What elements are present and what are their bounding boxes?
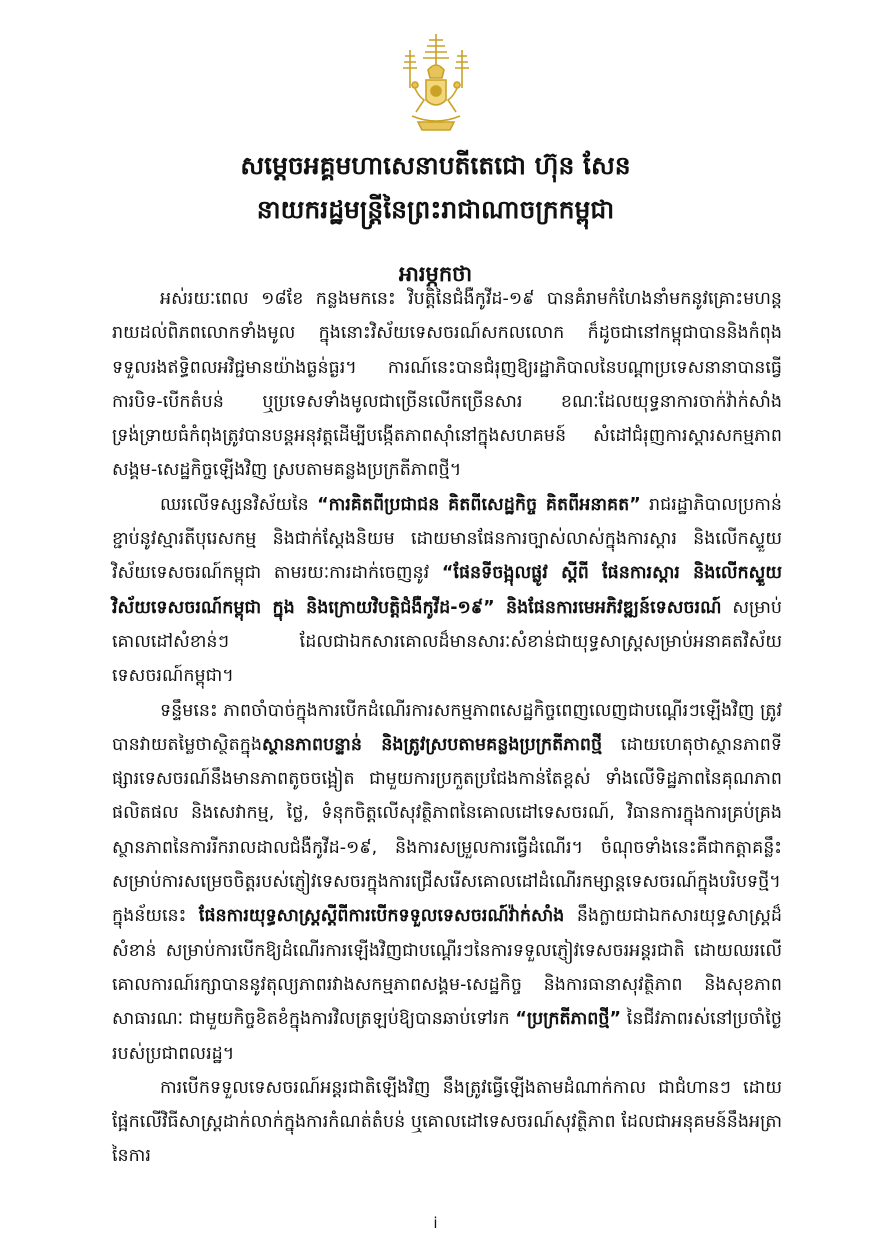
paragraph-3-bold-strategy: ផែនការយុទ្ធសាស្ត្រស្ដីពីការបើកទទួលទេសចរណ៍វ៉ាក់សាំង	[198, 906, 565, 927]
paragraph-2-bold-roadmap: “ផែនទីចង្អុលផ្លូវ ស្ដីពី ផែនការស្ដារ និងលើកស្ទួយវិស័យទេសចរណ៍កម្ពុជា ក្នុង និងក្រោយវិបត្តិជំងឺកូវីដ-១៩” និងផែនការមេអភិវឌ្ឍន៍ទេសចរណ៍	[112, 563, 782, 618]
paragraph-3-bold-new-normal: “ប្រក្រតីភាពថ្មី”	[515, 1009, 621, 1030]
paragraph-3-bold-urgent: ស្ថានភាពបន្ទាន់ និងត្រូវស្របតាមគន្លងប្រក្រតីភាពថ្មី	[261, 734, 603, 755]
cambodia-royal-arms-icon	[398, 30, 474, 134]
paragraph-3-text-c: ដោយហេតុថាស្ថានភាពទីផ្សារទេសចរណ៍នឹងមានភាពតូចចង្អៀត ជាមួយការប្រកួតប្រជែងកាន់តែខ្ពស់ ទាំងលើទិដ្ឋភាពនៃគុណភាពផលិតផល និងសេវាកម្ម, ថ្លៃ, ទំនុកចិត្តលើសុវត្ថិភាពនៃគោលដៅទេសចរណ៍, វិធានការក្នុងការគ្រប់គ្រងស្ថានភាពនៃការរីករាលដាលជំងឺកូវីដ-១៩, និងការសម្រួលការធ្វើដំណើរ។ ចំណុចទាំងនេះគឺជាកត្តាគន្លឹះសម្រាប់ការសម្រេចចិត្តរបស់ភ្ញៀវទេសចរក្នុងការជ្រើសរើសគោលដៅដំណើរកម្សាន្តទេសចរណ៍ក្នុងបរិបទថ្មី។ ក្នុងន័យនេះ	[112, 734, 783, 927]
paragraph-2-bold-quote: “ការគិតពីប្រជាជន គិតពីសេដ្ឋកិច្ច គិតពីអនាគត”	[317, 494, 641, 515]
page-number: i	[433, 1214, 438, 1232]
paragraph-2-text-a: ឈរលើទស្សនវិស័យនៃ	[160, 494, 318, 515]
paragraph-4	[112, 1071, 782, 1174]
paragraph-3-text-g: នៃជីវភាពរស់នៅប្រចាំថ្ងៃរបស់ប្រជាពលរដ្ឋ។	[112, 1009, 782, 1064]
document-body	[112, 282, 782, 1174]
paragraph-1-text: អស់រយៈពេល ១៨ខែ កន្លងមកនេះ វិបត្តិនៃជំងឺកូវីដ-១៩ បានគំរាមកំហែងនាំមកនូវគ្រោះមហន្តរាយដល់ពិភពលោកទាំងមូល ក្នុងនោះវិស័យទេសចរណ៍សកលលោក ក៏ដូចជានៅកម្ពុជាបាននិងកំពុងទទួលរងឥទ្ធិពលអវិជ្ជមានយ៉ាងធ្ងន់ធ្ងរ។ ការណ៍នេះបានជំរុញឱ្យរដ្ឋាភិបាលនៃបណ្ដាប្រទេសនានាបានធ្វើការបិទ-បើកតំបន់ ឬប្រទេសទាំងមូលជាច្រើនលើកច្រើនសារ ខណៈដែលយុទ្ធនាការចាក់វ៉ាក់សាំងទ្រង់ទ្រាយធំកំពុងត្រូវបានបន្តអនុវត្តដើម្បីបង្កើតភាពស៊ាំនៅក្នុងសហគមន៍ សំដៅជំរុញការស្ដារសកម្មភាពសង្គម-សេដ្ឋកិច្ចឡើងវិញ ស្របតាមគន្លងប្រក្រតីភាពថ្មី។	[112, 289, 782, 481]
paragraph-1	[112, 282, 782, 488]
paragraph-3-text-a: ទន្ទឹមនេះ ភាពចាំបាច់ក្នុងការបើកដំណើរការសកម្មភាពសេដ្ឋកិច្ចពេញលេញជាបណ្ដើរៗឡើងវិញ ត្រូវបានវាយតម្លៃថាស្ថិតក្នុង	[112, 700, 782, 755]
title-line-1: សម្ដេចអគ្គមហាសេនាបតីតេជោ ហ៊ុន សែន	[240, 151, 631, 180]
section-title: អារម្ភកថា	[398, 262, 473, 286]
paragraph-2-text-e: សម្រាប់គោលដៅសំខាន់ៗ ដែលជាឯកសារគោលដ៏មានសារៈសំខាន់ជាយុទ្ធសាស្ត្រសម្រាប់អនាគតវិស័យទេសចរណ៍កម្ពុជា។	[112, 597, 782, 687]
title-line-2: នាយករដ្ឋមន្ត្រីនៃព្រះរាជាណាចក្រកម្ពុជា	[256, 195, 615, 224]
paragraph-4-text: ការបើកទទួលទេសចរណ៍អន្តរជាតិឡើងវិញ នឹងត្រូវធ្វើឡើងតាមដំណាក់កាល ជាជំហានៗ ដោយផ្អែកលើវិធីសាស្ត្រដាក់លាក់ក្នុងការកំណត់តំបន់ ឬគោលដៅទេសចរណ៍សុវត្ថិភាព ដែលជាអនុគមន៍នឹងអត្រានៃការ	[112, 1077, 782, 1167]
paragraph-2	[112, 488, 782, 694]
paragraph-3-text-e: នឹងក្លាយជាឯកសារយុទ្ធសាស្ត្រដ៏សំខាន់ សម្រាប់ការបើកឱ្យដំណើរការឡើងវិញជាបណ្ដើរៗនៃការទទួលភ្ញៀវទេសចរអន្តរជាតិ ដោយឈរលើគោលការណ៍រក្សាបាននូវតុល្យភាពរវាងសកម្មភាពសង្គម-សេដ្ឋកិច្ច និងការធានាសុវត្ថិភាព និងសុខភាពសាធារណៈ ជាមួយកិច្ចខិតខំក្នុងការវិលត្រឡប់ឱ្យបានឆាប់ទៅរក	[112, 906, 782, 1030]
paragraph-3	[112, 694, 782, 1071]
paragraph-2-text-c: រាជរដ្ឋាភិបាលប្រកាន់ខ្ជាប់នូវស្មារតីបុរេសកម្ម និងជាក់ស្ដែងនិយម ដោយមានផែនការច្បាស់លាស់ក្នុងការស្ដារ និងលើកស្ទួយវិស័យទេសចរណ៍កម្ពុជា តាមរយៈការដាក់ចេញនូវ	[112, 494, 782, 584]
